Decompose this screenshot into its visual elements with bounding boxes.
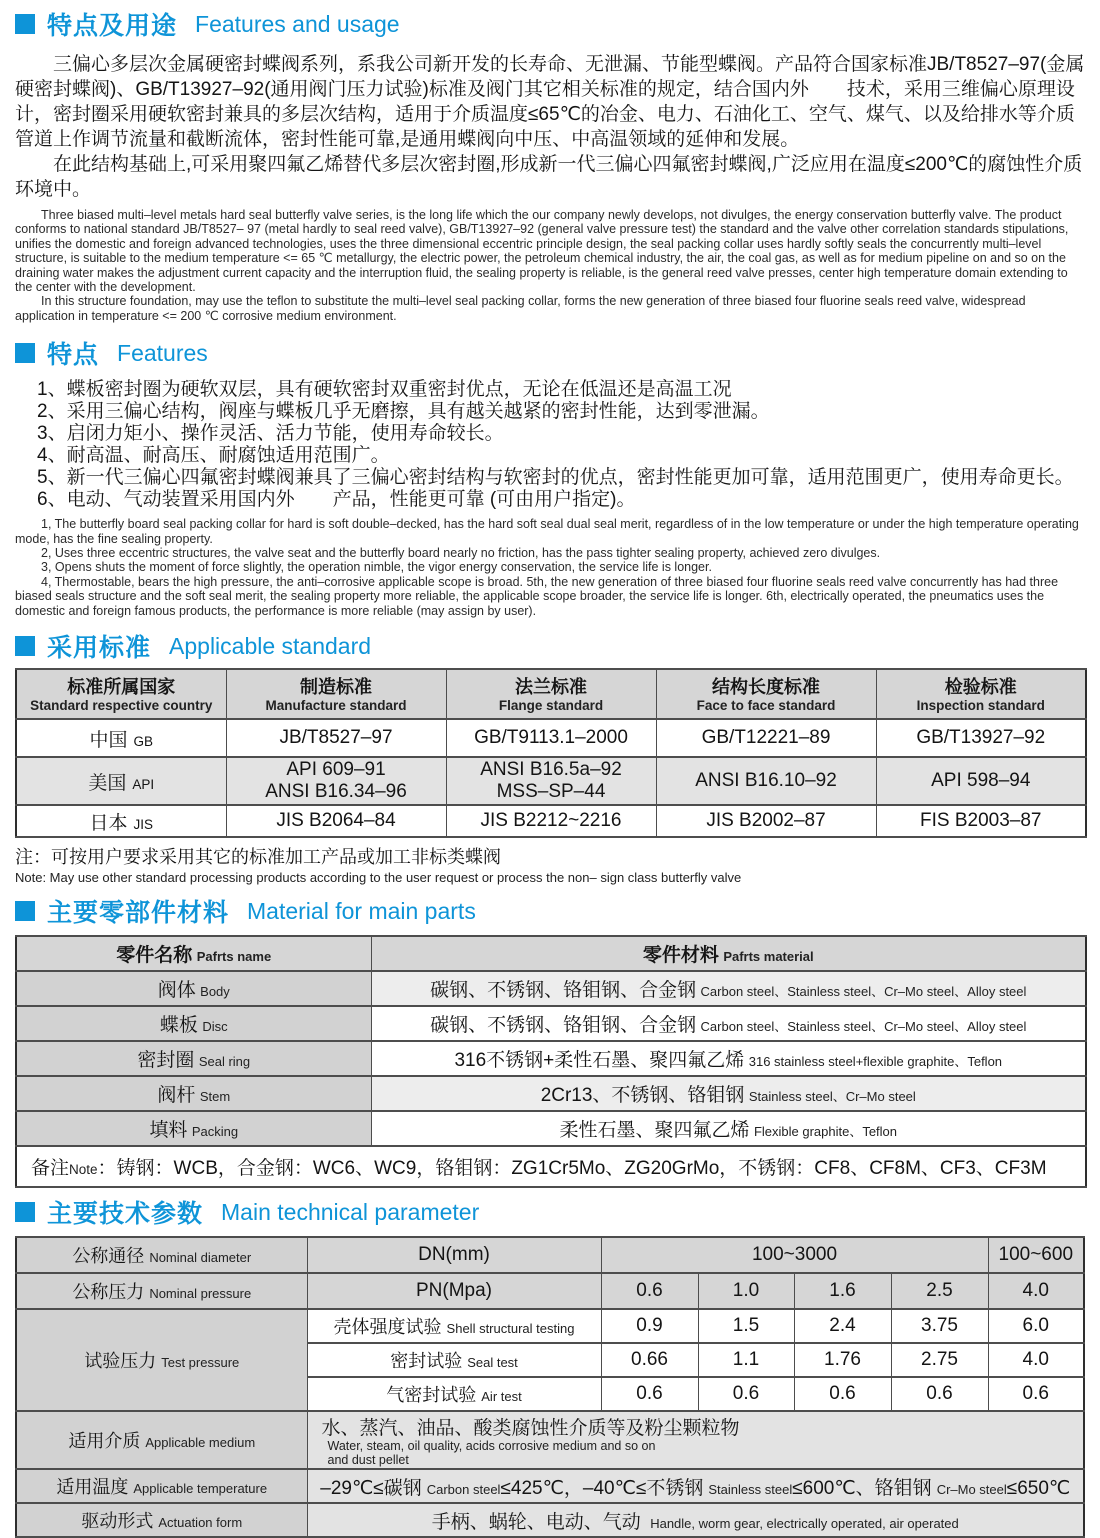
section-applicable-standard — [15, 628, 1085, 885]
param-label-cell: 试验压力 Test pressure — [16, 1309, 307, 1411]
param-label-cell: 适用温度 Applicable temperature — [16, 1469, 307, 1503]
test-value-cell: 2.4 — [794, 1309, 891, 1343]
section-bullet-icon — [15, 343, 35, 363]
standard-cell: ANSI B16.10–92 — [656, 757, 876, 805]
test-value-cell: 1.5 — [698, 1309, 794, 1343]
pn-value-cell: 1.0 — [698, 1273, 794, 1309]
feature-item-zh: 4、耐高温、耐高压、耐腐蚀适用范围广。 — [37, 445, 390, 467]
standard-row-japan — [16, 805, 1086, 837]
pn-value-cell: 4.0 — [988, 1273, 1084, 1309]
row-shell-test — [16, 1309, 1084, 1343]
country-cell: 日本 JIS — [16, 805, 226, 837]
section-bullet-icon — [15, 14, 35, 34]
standard-cell: JIS B2002–87 — [656, 805, 876, 837]
test-value-cell: 1.1 — [698, 1343, 794, 1377]
test-name-cell: 壳体强度试验 Shell structural testing — [307, 1309, 601, 1343]
param-label-cell: 公称压力 Nominal pressure — [16, 1273, 307, 1309]
materials-note-row — [16, 1146, 1086, 1187]
dn-unit-cell: DN(mm) — [307, 1237, 601, 1273]
feature-item-zh: 6、电动、气动装置采用国内外 产品，性能更可靠 (可由用户指定)。 — [37, 489, 636, 511]
materials-row-seal-ring — [16, 1041, 1086, 1076]
section-title-zh: 特点及用途 — [47, 12, 178, 40]
materials-row-packing — [16, 1111, 1086, 1146]
section-title-en: Features — [117, 339, 208, 366]
test-value-cell: 1.76 — [794, 1343, 891, 1377]
intro-paragraph-en: Three biased multi–level metals hard seal butterfly valve series, is the long life which the our company newly develops, not divulges, the energy conservation butterfly valve. The product conforms to national standard JB/T8527– 97 (metal hardly to seal reed valve), GB/T13927–92 (general valve pressure test) the standard and the valve other correlation standards stipulations, unifies the domestic and foreign advanced technologies, uses the three dimensional eccentric principle design, the seal packing collar uses hardly softly seals the concurrently multi–level structure, is suitable to the medium temperature <= 65 ℃ metallurgy, the electric power, the petroleum chemical industry, the air, the coal gas, as well as for medium pipeline on and so on the draining water makes the adjustment current capacity and the interruption fluid, the sealing property is reliable, is the general reed valve presses, center high temperature domain extending to the center with the development. — [15, 208, 1069, 295]
standard-header-country: 标准所属国家 Standard respective country — [16, 669, 226, 719]
part-name-cell: 阀体 Body — [16, 971, 371, 1006]
materials-note: 备注Note：铸钢：WCB，合金钢：WC6、WC9，铬钼钢：ZG1Cr5Mo、ZG20GrMo，不锈钢：CF8、CF8M、CF3、CF3M — [16, 1146, 1086, 1187]
part-material-cell: 316不锈钢+柔性石墨、聚四氟乙烯 316 stainless steel+flexible graphite、Teflon — [371, 1041, 1086, 1076]
standard-cell: JB/T8527–97 — [226, 719, 446, 757]
test-name-cell: 密封试验 Seal test — [307, 1343, 601, 1377]
test-value-cell: 3.75 — [891, 1309, 988, 1343]
country-cell: 美国 API — [16, 757, 226, 805]
test-value-cell: 0.6 — [698, 1377, 794, 1411]
pn-value-cell: 0.6 — [601, 1273, 698, 1309]
feature-list-zh — [15, 379, 1085, 511]
row-actuation-form — [16, 1503, 1084, 1537]
pn-unit-cell: PN(Mpa) — [307, 1273, 601, 1309]
standard-note-en: Note: May use other standard processing products according to the user request or process the non– sign class butterfly valve — [15, 870, 742, 886]
section-title-features — [15, 335, 1085, 371]
standard-row-usa — [16, 757, 1086, 805]
section-title-materials — [15, 893, 1085, 929]
section-title-tech-params — [15, 1194, 1085, 1230]
country-cell: 中国 GB — [16, 719, 226, 757]
materials-row-body — [16, 971, 1086, 1006]
test-value-cell: 0.66 — [601, 1343, 698, 1377]
standard-header-flange: 法兰标准 Flange standard — [446, 669, 656, 719]
standard-cell: GB/T12221–89 — [656, 719, 876, 757]
materials-header-name: 零件名称 Pafrts name — [16, 936, 371, 971]
row-applicable-temperature — [16, 1469, 1084, 1503]
standard-cell: JIS B2212~2216 — [446, 805, 656, 837]
materials-table — [15, 935, 1087, 1188]
materials-row-stem — [16, 1076, 1086, 1111]
part-name-cell: 填料 Packing — [16, 1111, 371, 1146]
intro-paragraph-zh: 在此结构基础上,可采用聚四氟乙烯替代多层次密封圈,形成新一代三偏心四氟密封蝶阀,广泛应用在温度≤200℃的腐蚀性介质环境中。 — [15, 154, 1083, 200]
medium-value-cell: 水、蒸汽、油品、酸类腐蚀性介质等及粉尘颗粒物Water, steam, oil quality, acids corrosive medium and so on and dust pellet — [307, 1411, 1084, 1469]
part-name-cell: 阀杆 Stem — [16, 1076, 371, 1111]
materials-row-disc — [16, 1006, 1086, 1041]
standard-cell: API 598–94 — [876, 757, 1086, 805]
row-nominal-pressure — [16, 1273, 1084, 1309]
param-label-cell: 适用介质 Applicable medium — [16, 1411, 307, 1469]
standard-cell: FIS B2003–87 — [876, 805, 1086, 837]
standard-header-row — [16, 669, 1086, 719]
section-bullet-icon — [15, 636, 35, 656]
feature-item-zh: 2、采用三偏心结构，阀座与蝶板几乎无磨擦，具有越关越紧的密封性能，达到零泄漏。 — [37, 401, 770, 423]
intro-paragraph-en: In this structure foundation, may use the teflon to substitute the multi–level seal packing collar, forms the new generation of three biased four fluorine seals reed valve, widespread application in temperature <= 200 ℃ corrosive medium environment. — [15, 294, 1026, 323]
section-title-en: Features and usage — [195, 10, 400, 37]
intro-paragraph-zh: 三偏心多层次金属硬密封蝶阀系列，系我公司新开发的长寿命、无泄漏、节能型蝶阀。产品符合国家标准JB/T8527–97(金属硬密封蝶阀)、GB/T13927–92(通用阀门压力试验)标准及阀门其它相关标准的规定，结合国内外 技术，采用三维偏心原理设计，密封圈采用硬软密封兼具的多层次结构，适用于介质温度≤65℃的冶金、电力、石油化工、空气、煤气、以及给排水等介质管道上作调节流量和截断流体，密封性能可靠,是通用蝶阀向中压、中高温领域的延伸和发展。 — [15, 54, 1085, 150]
section-title-zh: 主要零部件材料 — [47, 899, 230, 928]
feature-item-zh: 1、蝶板密封圈为硬软双层，具有硬软密封双重密封优点，无论在低温还是高温工况 — [37, 379, 732, 401]
test-value-cell: 0.6 — [988, 1377, 1084, 1411]
pn-value-cell: 2.5 — [891, 1273, 988, 1309]
standard-note-zh: 注：可按用户要求采用其它的标准加工产品或加工非标类蝶阀 — [15, 847, 501, 868]
pn-value-cell: 1.6 — [794, 1273, 891, 1309]
materials-header-material: 零件材料 Pafrts material — [371, 936, 1086, 971]
standard-cell: API 609–91 ANSI B16.34–96 — [226, 757, 446, 805]
section-bullet-icon — [15, 1202, 35, 1222]
feature-item-zh: 3、启闭力矩小、操作灵活、活力节能，使用寿命较长。 — [37, 423, 504, 445]
standard-cell: ANSI B16.5a–92 MSS–SP–44 — [446, 757, 656, 805]
section-title-en: Applicable standard — [169, 632, 372, 659]
section-title-en: Main technical parameter — [221, 1198, 480, 1225]
part-name-cell: 密封圈 Seal ring — [16, 1041, 371, 1076]
row-nominal-diameter — [16, 1237, 1084, 1273]
param-label-cell: 公称通径 Nominal diameter — [16, 1237, 307, 1273]
dn-range-alt-cell: 100~600 — [988, 1237, 1084, 1273]
section-bullet-icon — [15, 901, 35, 921]
test-value-cell: 0.9 — [601, 1309, 698, 1343]
part-name-cell: 蝶板 Disc — [16, 1006, 371, 1041]
section-features — [15, 335, 1085, 618]
feature-list-en — [15, 517, 1085, 618]
part-material-cell: 碳钢、不锈钢、铬钼钢、合金钢 Carbon steel、Stainless steel、Cr–Mo steel、Alloy steel — [371, 971, 1086, 1006]
section-title-zh: 采用标准 — [47, 634, 152, 663]
param-label-cell: 驱动形式 Actuation form — [16, 1503, 307, 1537]
feature-paragraph-en: 2, Uses three eccentric structures, the valve seat and the butterfly board nearly no friction, has the pass tighter sealing property, achieved zero divulges. — [41, 546, 881, 561]
section-title-applicable-standard — [15, 628, 1085, 664]
dn-range-main-cell: 100~3000 — [601, 1237, 988, 1273]
test-value-cell: 2.75 — [891, 1343, 988, 1377]
section-title-en: Material for main parts — [247, 897, 476, 924]
part-material-cell: 碳钢、不锈钢、铬钼钢、合金钢 Carbon steel、Stainless steel、Cr–Mo steel、Alloy steel — [371, 1006, 1086, 1041]
actuation-value-cell: 手柄、蜗轮、电动、气动 Handle, worm gear, electrically operated, air operated — [307, 1503, 1084, 1537]
feature-item-zh: 5、新一代三偏心四氟密封蝶阀兼具了三偏心密封结构与软密封的优点，密封性能更加可靠，适用范围更广，使用寿命更长。 — [37, 467, 1074, 489]
test-value-cell: 6.0 — [988, 1309, 1084, 1343]
feature-paragraph-en: 3, Opens shuts the moment of force slightly, the operation nimble, the vigor energy conservation, the service life is longer. — [41, 560, 712, 575]
part-material-cell: 柔性石墨、聚四氟乙烯 Flexible graphite、Teflon — [371, 1111, 1086, 1146]
row-applicable-medium — [16, 1411, 1084, 1469]
section-features-usage — [15, 6, 1085, 323]
standard-header-manufacture: 制造标准 Manufacture standard — [226, 669, 446, 719]
test-value-cell: 0.6 — [891, 1377, 988, 1411]
section-title-zh: 主要技术参数 — [47, 1200, 204, 1229]
tech-params-table — [15, 1236, 1085, 1538]
section-tech-params — [15, 1194, 1085, 1538]
feature-paragraph-en: 1, The butterfly board seal packing collar for hard is soft double–decked, has the hard soft seal dual seal merit, regardless of in the low temperature or under the high temperature operating mode, has the fine sealing property. — [15, 517, 1079, 546]
temperature-value-cell: –29℃≤碳钢 Carbon steel≤425℃，–40℃≤不锈钢 Stainless steel≤600℃、铬钼钢 Cr–Mo steel≤650℃ — [307, 1469, 1084, 1503]
applicable-standard-table — [15, 668, 1087, 838]
section-title-features-usage — [15, 6, 1085, 42]
standard-header-inspection: 检验标准 Inspection standard — [876, 669, 1086, 719]
part-material-cell: 2Cr13、不锈钢、铬钼钢 Stainless steel、Cr–Mo steel — [371, 1076, 1086, 1111]
standard-cell: GB/T13927–92 — [876, 719, 1086, 757]
standard-header-face-to-face: 结构长度标准 Face to face standard — [656, 669, 876, 719]
test-value-cell: 0.6 — [794, 1377, 891, 1411]
test-value-cell: 0.6 — [601, 1377, 698, 1411]
test-name-cell: 气密封试验 Air test — [307, 1377, 601, 1411]
section-materials — [15, 893, 1085, 1188]
standard-cell: GB/T9113.1–2000 — [446, 719, 656, 757]
section-title-zh: 特点 — [47, 341, 100, 370]
standard-cell: JIS B2064–84 — [226, 805, 446, 837]
test-value-cell: 4.0 — [988, 1343, 1084, 1377]
standard-row-china — [16, 719, 1086, 757]
feature-paragraph-en: 4, Thermostable, bears the high pressure, the anti–corrosive applicable scope is broad. 5th, the new generation of three biased four fluorine seals reed valve concurrently has had three biased seals structure and the soft seal merit, the sealing property more reliable, the applicable scope broader, the service life is longer. 6th, electrically operated, the pneumatics uses the domestic and foreign famous products, the performance is more reliable (may assign by user). — [15, 574, 1059, 618]
materials-header-row — [16, 936, 1086, 971]
